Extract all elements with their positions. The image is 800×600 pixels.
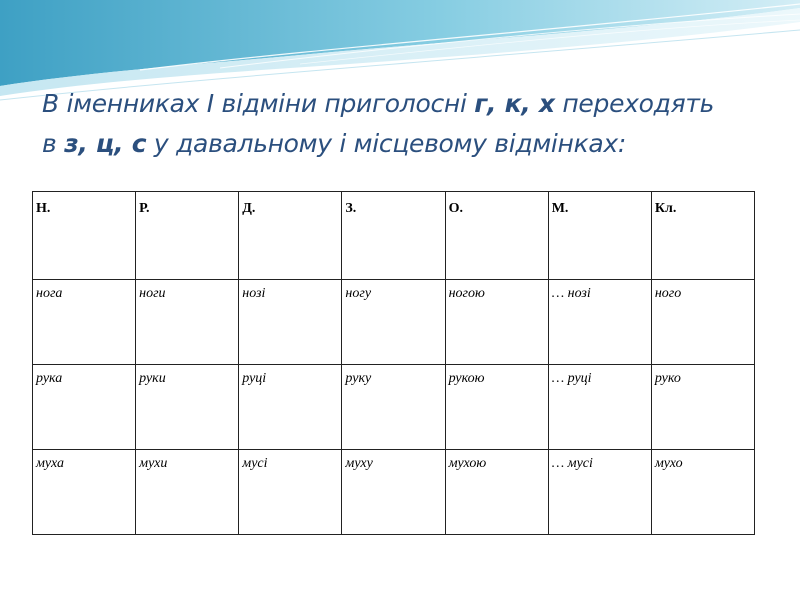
title-line2-text: в xyxy=(42,129,65,158)
table-cell: нозі xyxy=(239,280,342,365)
header-cell: Д. xyxy=(239,192,342,280)
slide-title xyxy=(42,84,782,164)
table-cell: нога xyxy=(33,280,136,365)
table-row xyxy=(33,450,755,535)
table-cell: ногою xyxy=(445,280,548,365)
title-line1-bold: г, к, х xyxy=(474,89,555,118)
table-cell: ногу xyxy=(342,280,445,365)
title-line-1 xyxy=(42,84,782,124)
table-cell: рукою xyxy=(445,365,548,450)
table-cell: мухи xyxy=(136,450,239,535)
table-cell: … мусі xyxy=(548,450,651,535)
title-line2-bold: з, ц, с xyxy=(64,129,147,158)
header-cell: Н. xyxy=(33,192,136,280)
table-cell: мухо xyxy=(651,450,754,535)
table-cell: мусі xyxy=(239,450,342,535)
table-row xyxy=(33,280,755,365)
title-line2-tail: у давальному і місцевому відмінках: xyxy=(146,129,627,158)
table-cell: … руці xyxy=(548,365,651,450)
table-cell: руко xyxy=(651,365,754,450)
table-cell: муха xyxy=(33,450,136,535)
table-cell: муху xyxy=(342,450,445,535)
table-cell: руки xyxy=(136,365,239,450)
table-cell: … нозі xyxy=(548,280,651,365)
title-line1-text: В іменниках I відміни приголосні xyxy=(42,89,475,118)
table-cell: руку xyxy=(342,365,445,450)
table-cell: рука xyxy=(33,365,136,450)
title-line1-tail: переходять xyxy=(554,89,715,118)
header-cell: О. xyxy=(445,192,548,280)
header-cell: Кл. xyxy=(651,192,754,280)
table-cell: мухою xyxy=(445,450,548,535)
title-line-2 xyxy=(42,124,782,164)
table-row xyxy=(33,365,755,450)
header-cell: Р. xyxy=(136,192,239,280)
header-cell: З. xyxy=(342,192,445,280)
declension-table xyxy=(32,191,755,535)
table-cell: руці xyxy=(239,365,342,450)
table-header-row xyxy=(33,192,755,280)
table-cell: ного xyxy=(651,280,754,365)
header-cell: М. xyxy=(548,192,651,280)
table-cell: ноги xyxy=(136,280,239,365)
